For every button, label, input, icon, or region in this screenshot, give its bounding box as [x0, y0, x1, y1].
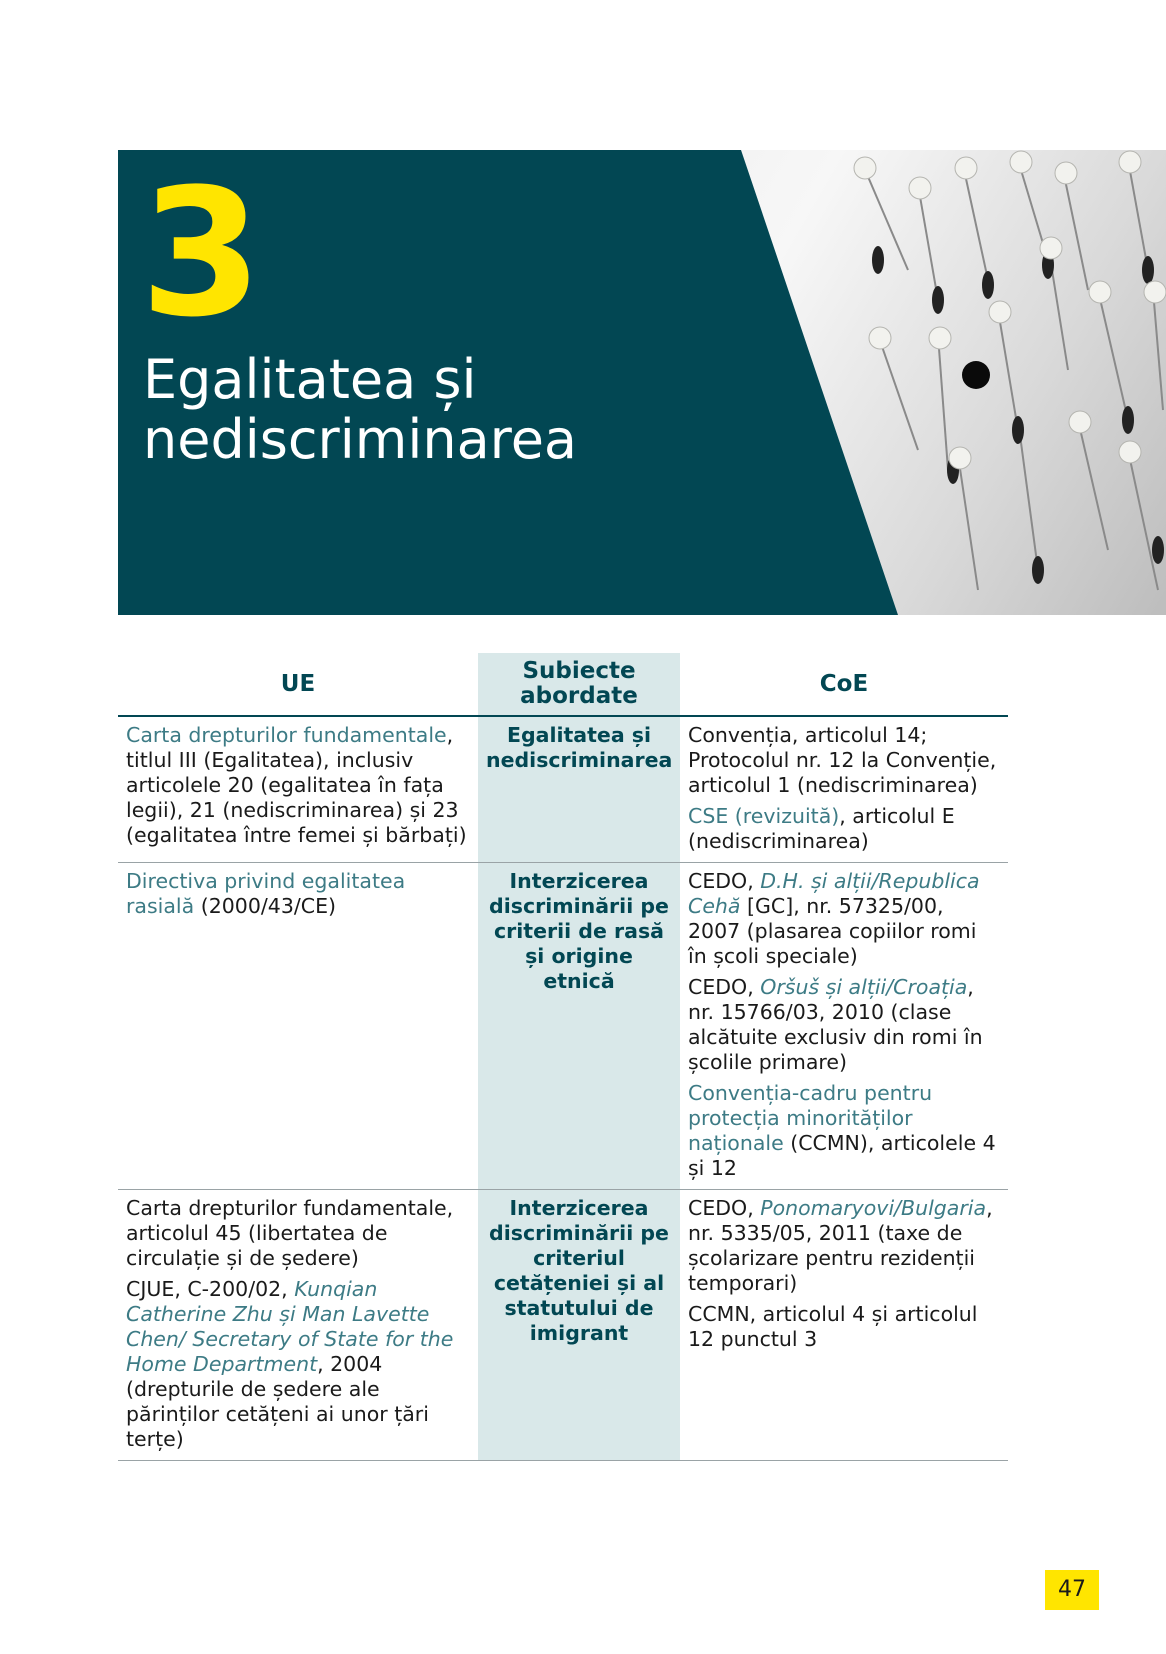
coe-entry: CEDO, Ponomaryovi/Bulgaria, nr. 5335/05, 2011 (taxe de școlarizare pentru rezidenții temporari)	[688, 1196, 993, 1295]
header-topics: Subiecte abordate	[478, 653, 680, 716]
topic-cell: Interzicerea discriminării pe criterii de rasă și origine etnică	[478, 863, 680, 1190]
case-name: Ponomaryovi/Bulgaria	[760, 1196, 987, 1220]
reference-link[interactable]: Directiva privind egalitatea rasială	[126, 869, 406, 918]
chapter-title	[143, 350, 663, 470]
eu-cell	[118, 1190, 478, 1461]
coe-cell	[680, 716, 1008, 863]
case-name: D.H. și alții/Republica Cehă	[688, 869, 980, 918]
chapter-banner	[118, 150, 1166, 615]
page-number: 47	[1045, 1570, 1099, 1610]
reference-link[interactable]: Convenția-cadru pentru protecția minorităților naționale	[688, 1081, 933, 1155]
coe-entry: CCMN, articolul 4 și articolul 12 punctul 3	[688, 1302, 978, 1351]
table-row	[118, 1190, 1008, 1461]
chapter-title-line-2: nediscriminarea	[143, 408, 578, 471]
case-name: Kunqian Catherine Zhu și Man Lavette Chen/ Secretary of State for the Home Department	[126, 1277, 454, 1376]
coe-entry: Convenția, articolul 14; Protocolul nr. 12 la Convenție, articolul 1 (nediscriminarea)	[688, 723, 997, 797]
eu-entry: Carta drepturilor fundamentale, articolul 45 (libertatea de circulație și de ședere)	[126, 1196, 454, 1270]
chapter-title-line-1: Egalitatea și	[143, 348, 477, 411]
topic-cell: Egalitatea și nediscriminarea	[478, 716, 680, 863]
table-row	[118, 863, 1008, 1190]
coe-entry: CEDO, D.H. și alții/Republica Cehă [GC], nr. 57325/00, 2007 (plasarea copiilor romi în școli speciale)	[688, 869, 980, 968]
topic-cell: Interzicerea discriminării pe criteriul cetățeniei și al statutului de imigrant	[478, 1190, 680, 1461]
eu-cell	[118, 863, 478, 1190]
table-row	[118, 716, 1008, 863]
header-eu: UE	[118, 653, 478, 716]
eu-entry: Directiva privind egalitatea rasială (2000/43/CE)	[126, 869, 406, 918]
coe-cell	[680, 863, 1008, 1190]
header-coe: CoE	[680, 653, 1008, 716]
eu-entry: Carta drepturilor fundamentale, titlul III (Egalitatea), inclusiv articolele 20 (egalitatea în fața legii), 21 (nediscriminarea) și 23 (egalitatea între femei și bărbați)	[126, 723, 467, 847]
case-name: Oršuš și alții/Croația	[760, 975, 968, 999]
chapter-number: 3	[140, 151, 263, 356]
table-header-row	[118, 653, 1008, 716]
coe-entry: Convenția-cadru pentru protecția minorităților naționale (CCMN), articolele 4 și 12	[688, 1081, 996, 1180]
coe-cell	[680, 1190, 1008, 1461]
eu-cell	[118, 716, 478, 863]
reference-link[interactable]: Carta drepturilor fundamentale	[126, 723, 447, 747]
coe-entry: CEDO, Oršuš și alții/Croația, nr. 15766/03, 2010 (clase alcătuite exclusiv din romi în școlile primare)	[688, 975, 983, 1074]
overview-table	[118, 653, 1008, 1461]
eu-entry: CJUE, C-200/02, Kunqian Catherine Zhu și Man Lavette Chen/ Secretary of State for the Home Department, 2004 (drepturile de ședere ale părinților cetățeni ai unor țări terțe)	[126, 1277, 454, 1451]
coe-entry: CSE (revizuită), articolul E (nediscriminarea)	[688, 804, 955, 853]
reference-link[interactable]: CSE (revizuită)	[688, 804, 840, 828]
